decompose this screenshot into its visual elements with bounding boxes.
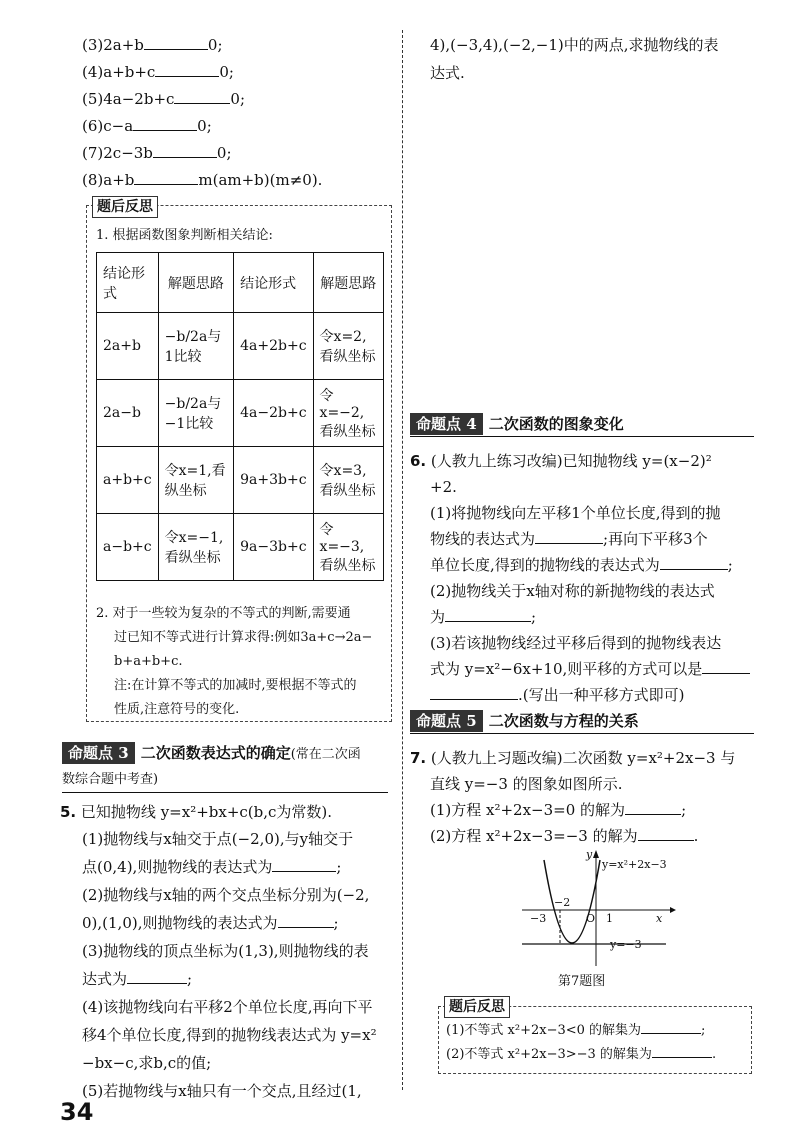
answer-blank[interactable] <box>641 1021 701 1034</box>
curve-label: y=x²+2x−3 <box>602 858 667 871</box>
reflection-tag: 题后反思 <box>92 196 158 218</box>
reflection2-end: . <box>711 1047 717 1062</box>
section-title: 二次函数的图象变化 <box>488 415 624 433</box>
q6-part1-end: ; <box>727 556 733 574</box>
q5-part1: (1)抛物线与x轴交于点(−2,0),与y轴交于 <box>82 830 354 848</box>
q7-part1-end: ; <box>681 801 687 819</box>
table-header: 解题思路 <box>313 253 383 313</box>
q5-part2-cont <box>82 913 339 933</box>
q5-part4-cont: 移4个单位长度,得到的抛物线表达式为 y=x² <box>82 1026 377 1044</box>
table-cell: 9a+3b+c <box>234 447 313 514</box>
conclusion-table <box>96 252 384 581</box>
tick-label-neg2: −2 <box>554 896 571 909</box>
comparison-label: (4)a+b+c <box>82 63 156 81</box>
table-cell: 令x=−1,看纵坐标 <box>158 514 233 581</box>
reflection2-end: ; <box>701 1023 706 1038</box>
answer-blank[interactable] <box>272 857 336 872</box>
q5-part4-cont2: −bx−c,求b,c的值; <box>82 1054 212 1072</box>
q5-part4: (4)该抛物线向右平移2个单位长度,再向下平 <box>82 998 373 1016</box>
q6-part2-cont <box>430 607 536 627</box>
q5-part2: (2)抛物线与x轴的两个交点坐标分别为(−2, <box>82 886 370 904</box>
q7-part2-text: (2)方程 x²+2x−3=−3 的解为 <box>430 827 638 845</box>
badge-text: 命题点 <box>416 712 462 730</box>
reflection-item-2: 2. 对于一些较为复杂的不等式的判断,需要通 <box>96 606 351 621</box>
q6-part2: (2)抛物线关于x轴对称的新抛物线的表达式 <box>430 582 715 600</box>
answer-blank[interactable] <box>144 35 208 50</box>
comparison-5 <box>82 89 245 109</box>
answer-blank[interactable] <box>445 607 531 622</box>
q5-part3-end: ; <box>187 970 193 988</box>
badge-num: 4 <box>466 415 477 433</box>
q6-part2-end: ; <box>531 608 537 626</box>
answer-blank[interactable] <box>535 529 603 544</box>
q6-part1-text2: ;再向下平移3个 <box>603 530 708 548</box>
comparison-end: m(am+b)(m≠0). <box>198 171 323 189</box>
table-header: 结论形式 <box>97 253 159 313</box>
table-cell: 4a−2b+c <box>234 380 313 447</box>
reflection-note-cont: 性质,注意符号的变化. <box>114 702 240 717</box>
q7-part2 <box>430 826 698 846</box>
q6-part3-text: 式为 y=x²−6x+10,则平移的方式可以是 <box>430 660 703 678</box>
reflection-tag-2: 题后反思 <box>444 996 510 1018</box>
q7-part1 <box>430 800 686 820</box>
section-5-header <box>410 710 754 732</box>
answer-blank[interactable] <box>127 969 187 984</box>
comparison-label: (7)2c−3b <box>82 144 153 162</box>
reflection-item-2-cont: b+a+b+c. <box>114 654 183 669</box>
section-rule <box>62 792 388 793</box>
table-cell: 令x=1,看纵坐标 <box>158 447 233 514</box>
q6-part3-cont2 <box>430 685 684 705</box>
reflection2-text: (1)不等式 x²+2x−3<0 的解集为 <box>446 1023 642 1038</box>
table-cell: 2a+b <box>97 313 159 380</box>
answer-blank[interactable] <box>702 659 750 674</box>
reflection-item-2-cont: 过已知不等式进行计算求得:例如3a+c→2a− <box>114 630 373 645</box>
comparison-end: 0; <box>197 117 212 135</box>
page-number: 34 <box>60 1098 94 1126</box>
section-rule <box>410 436 754 437</box>
q6-part1-cont <box>430 529 708 549</box>
answer-blank[interactable] <box>652 1045 712 1058</box>
question-text: (人教九上练习改编)已知抛物线 y=(x−2)² <box>430 452 712 470</box>
table-row <box>97 447 384 514</box>
reflection-item-1: 1. 根据函数图象判断相关结论: <box>96 228 273 243</box>
answer-blank[interactable] <box>134 170 198 185</box>
answer-blank[interactable] <box>625 800 681 815</box>
table-cell: 令x=−3,看纵坐标 <box>313 514 383 581</box>
table-header: 结论形式 <box>234 253 313 313</box>
reflection2-line2 <box>446 1045 716 1065</box>
badge-text: 命题点 <box>416 415 462 433</box>
q6-stem <box>410 451 712 471</box>
comparison-4 <box>82 62 234 82</box>
y-axis-label: y <box>586 850 593 861</box>
question-text: 已知抛物线 y=x²+bx+c(b,c为常数). <box>80 803 333 821</box>
tick-label-1: 1 <box>606 912 613 925</box>
q5-part5-cont: 4),(−3,4),(−2,−1)中的两点,求抛物线的表 <box>430 36 719 54</box>
badge-text: 命题点 <box>68 744 114 762</box>
comparison-end: 0; <box>219 63 234 81</box>
q5-part1-end: ; <box>336 858 342 876</box>
comparison-end: 0; <box>216 144 232 162</box>
table-row <box>97 313 384 380</box>
question-text: (人教九上习题改编)二次函数 y=x²+2x−3 与 <box>430 749 736 767</box>
parabola-curve <box>544 860 600 943</box>
reflection2-text: (2)不等式 x²+2x−3>−3 的解集为 <box>446 1047 652 1062</box>
table-cell: 令x=3,看纵坐标 <box>313 447 383 514</box>
section-badge <box>410 710 483 732</box>
reflection-note: 注:在计算不等式的加减时,要根据不等式的 <box>114 678 357 693</box>
answer-blank[interactable] <box>133 116 197 131</box>
q6-part1-text3: 单位长度,得到的抛物线的表达式为 <box>430 556 660 574</box>
answer-blank[interactable] <box>638 826 694 841</box>
comparison-end: 0; <box>207 36 223 54</box>
comparison-8 <box>82 170 322 190</box>
section-title: 二次函数与方程的关系 <box>488 712 639 730</box>
q5-part1-cont <box>82 857 341 877</box>
q7-part2-end: . <box>693 827 699 845</box>
q5-part2-text: 0),(1,0),则抛物线的表达式为 <box>82 914 278 932</box>
answer-blank[interactable] <box>155 62 219 77</box>
section-badge <box>62 742 135 764</box>
answer-blank[interactable] <box>153 143 217 158</box>
reflection2-line1 <box>446 1021 705 1041</box>
comparison-3 <box>82 35 223 55</box>
answer-blank[interactable] <box>174 89 230 104</box>
comparison-label: (6)c−a <box>82 117 134 135</box>
table-cell: 4a+2b+c <box>234 313 313 380</box>
q5-part3: (3)抛物线的顶点坐标为(1,3),则抛物线的表 <box>82 942 369 960</box>
comparison-7 <box>82 143 232 163</box>
comparison-6 <box>82 116 212 136</box>
badge-num: 5 <box>466 712 477 730</box>
q6-part2-text: 为 <box>430 608 446 626</box>
section-badge <box>410 413 483 435</box>
x-axis-arrow <box>670 907 676 913</box>
q6-stem-cont: +2. <box>430 478 457 496</box>
comparison-end: 0; <box>230 90 246 108</box>
answer-blank[interactable] <box>660 555 728 570</box>
tick-label-neg3: −3 <box>530 912 547 925</box>
x-axis-label: x <box>656 912 663 925</box>
table-cell: 令x=2,看纵坐标 <box>313 313 383 380</box>
q5-part2-end: ; <box>333 914 339 932</box>
section-title: 二次函数表达式的确定 <box>140 744 291 762</box>
table-cell: −b/2a与1比较 <box>158 313 233 380</box>
q5-stem <box>60 802 332 822</box>
parabola-graph <box>516 850 676 968</box>
table-cell: 9a−3b+c <box>234 514 313 581</box>
question-number: 6. <box>410 452 427 470</box>
comparison-label: (5)4a−2b+c <box>82 90 175 108</box>
q6-part1-text: 物线的表达式为 <box>430 530 536 548</box>
section-rule <box>410 733 754 734</box>
table-header: 解题思路 <box>158 253 233 313</box>
section-3-header <box>62 742 388 764</box>
origin-label: O <box>586 912 596 925</box>
q5-part5: (5)若抛物线与x轴只有一个交点,且经过(1, <box>82 1082 362 1100</box>
table-cell: −b/2a与−1比较 <box>158 380 233 447</box>
q6-part3-end: .(写出一种平移方式即可) <box>518 686 685 704</box>
q7-stem <box>410 748 735 768</box>
figure-caption: 第7题图 <box>558 974 606 989</box>
q5-part3-cont <box>82 969 192 989</box>
line-label: y=−3 <box>610 938 642 951</box>
q6-part1-cont2 <box>430 555 733 575</box>
comparison-label: (8)a+b <box>82 171 135 189</box>
q7-part1-text: (1)方程 x²+2x−3=0 的解为 <box>430 801 626 819</box>
table-cell: 2a−b <box>97 380 159 447</box>
section-note: (常在二次函 <box>290 747 361 762</box>
section-note-cont: 数综合题中考查) <box>62 772 159 787</box>
table-cell: 令x=−2,看纵坐标 <box>313 380 383 447</box>
answer-blank[interactable] <box>430 685 518 700</box>
q6-part3-cont <box>430 659 750 679</box>
q5-part1-text: 点(0,4),则抛物线的表达式为 <box>82 858 273 876</box>
table-row <box>97 380 384 447</box>
section-4-header <box>410 413 754 435</box>
question-number: 5. <box>60 803 77 821</box>
q7-stem-cont: 直线 y=−3 的图象如图所示. <box>430 775 623 793</box>
question-number: 7. <box>410 749 427 767</box>
q5-part3-text: 达式为 <box>82 970 128 988</box>
column-divider <box>402 30 403 1090</box>
table-row <box>97 514 384 581</box>
table-cell: a+b+c <box>97 447 159 514</box>
q5-part5-cont2: 达式. <box>430 64 465 82</box>
comparison-label: (3)2a+b <box>82 36 144 54</box>
y-axis-arrow <box>593 850 599 858</box>
table-cell: a−b+c <box>97 514 159 581</box>
badge-num: 3 <box>118 744 129 762</box>
answer-blank[interactable] <box>278 913 334 928</box>
q6-part1: (1)将抛物线向左平移1个单位长度,得到的抛 <box>430 504 721 522</box>
q6-part3: (3)若该抛物线经过平移后得到的抛物线表达 <box>430 634 722 652</box>
